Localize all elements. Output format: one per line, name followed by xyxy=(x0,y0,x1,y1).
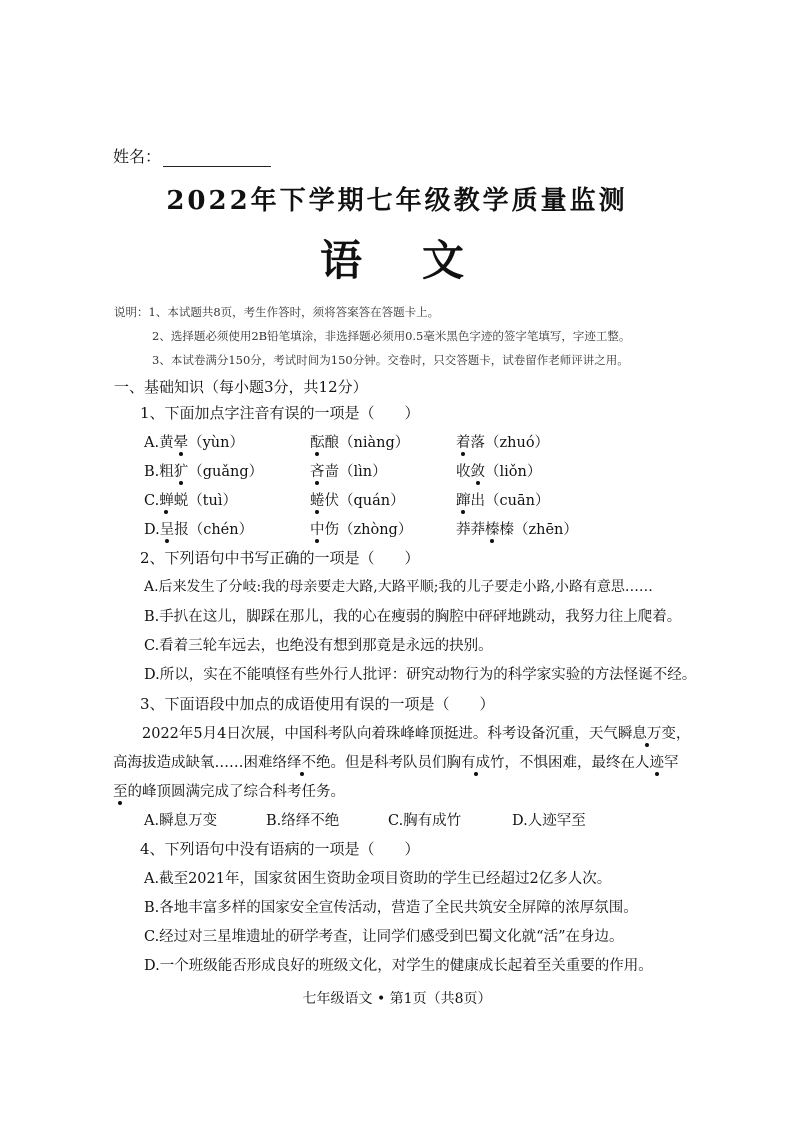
q1-option-d-2: 中伤（zhòng） xyxy=(310,522,413,538)
q3-option-d: D.人迹罕至 xyxy=(512,813,586,829)
q1-option-b-2: 吝啬（lìn） xyxy=(310,464,387,480)
page-footer: 七年级语文 • 第1页（共8页） xyxy=(302,991,492,1007)
q3-option-a: A.瞬息万变 xyxy=(144,813,218,829)
instruction-3: 3、本试卷满分150分，考试时间为150分钟。交卷时，只交答题卡，试卷留作老师评讲之用。 xyxy=(152,353,629,367)
instruction-1: 说明：1、本试题共8页，考生作答时，须将答案答在答题卡上。 xyxy=(114,305,440,319)
q4-option-d: D.一个班级能否形成良好的班级文化，对学生的健康成长起着至关重要的作用。 xyxy=(144,958,653,974)
exam-title: 2022年下学期七年级教学质量监测 xyxy=(166,186,628,216)
q1-option-d-1: D.呈报（chén） xyxy=(144,522,254,538)
name-label: 姓名： xyxy=(113,147,162,166)
q1-option-c-2: 蜷伏（quán） xyxy=(310,493,405,509)
q2-option-d: D.所以，实在不能嗔怪有些外行人批评：研究动物行为的科学家实验的方法怪诞不经。 xyxy=(144,667,697,683)
q1-option-b-3: 收敛（liǒn） xyxy=(456,464,542,480)
section-heading: 一、基础知识（每小题3分，共12分） xyxy=(114,378,368,396)
q1-option-c-1: C.蝉蜕（tuì） xyxy=(144,493,237,509)
q1-option-a-2: 酝酿（niàng） xyxy=(310,435,410,451)
q3-passage-line-2: 高海拔造成缺氧……困难络绎不绝。但是科考队员们胸有成竹，不惧困难，最终在人迹罕 xyxy=(113,755,679,771)
q3-passage-line-3: 至的峰顶圆满完成了综合科考任务。 xyxy=(113,784,345,800)
q4-option-c: C.经过对三星堆遗址的研学考查，让同学们感受到巴蜀文化就“活”在身边。 xyxy=(144,929,624,945)
q1-option-a-3: 着落（zhuó） xyxy=(456,435,550,451)
q2-option-a: A.后来发生了分岐:我的母亲要走大路,大路平顺;我的儿子要走小路,小路有意思…… xyxy=(144,579,653,595)
subject-title: 语文 xyxy=(319,236,524,285)
q4-option-a: A.截至2021年，国家贫困生资助金项目资助的学生已经超过2亿多人次。 xyxy=(144,871,612,887)
q3-option-c: C.胸有成竹 xyxy=(388,813,462,829)
q3-stem: 3、下面语段中加点的成语使用有误的一项是（ ） xyxy=(140,695,495,713)
q4-option-b: B.各地丰富多样的国家安全宣传活动，营造了全民共筑安全屏障的浓厚氛围。 xyxy=(144,900,638,916)
q1-stem: 1、下面加点字注音有误的一项是（ ） xyxy=(140,404,420,422)
q1-option-c-3: 蹿出（cuān） xyxy=(456,493,550,509)
q3-option-b: B.络绎不绝 xyxy=(266,813,340,829)
q2-option-b: B.手扒在这儿，脚踩在那儿，我的心在瘦弱的胸腔中砰砰地跳动，我努力往上爬着。 xyxy=(144,609,682,625)
q3-passage-line-1: 2022年5月4日次展，中国科考队向着珠峰峰顶挺进。科考设备沉重，天气瞬息万变， xyxy=(142,726,691,742)
q1-option-a-1: A.黄晕（yùn） xyxy=(144,435,244,451)
q2-stem: 2、下列语句中书写正确的一项是（ ） xyxy=(140,549,420,567)
q1-option-d-3: 莽莽榛榛（zhēn） xyxy=(456,522,578,538)
q4-stem: 4、下列语句中没有语病的一项是（ ） xyxy=(140,840,420,858)
q2-option-c: C.看着三轮车远去，也绝没有想到那竟是永远的抉别。 xyxy=(144,638,493,654)
name-field xyxy=(113,144,271,167)
name-blank xyxy=(163,151,271,167)
q1-option-b-1: B.粗犷（guǎng） xyxy=(144,464,264,480)
instruction-2: 2、选择题必须使用2B铅笔填涂，非选择题必须用0.5毫米黑色字迹的签字笔填写，字迹工整。 xyxy=(152,329,631,343)
